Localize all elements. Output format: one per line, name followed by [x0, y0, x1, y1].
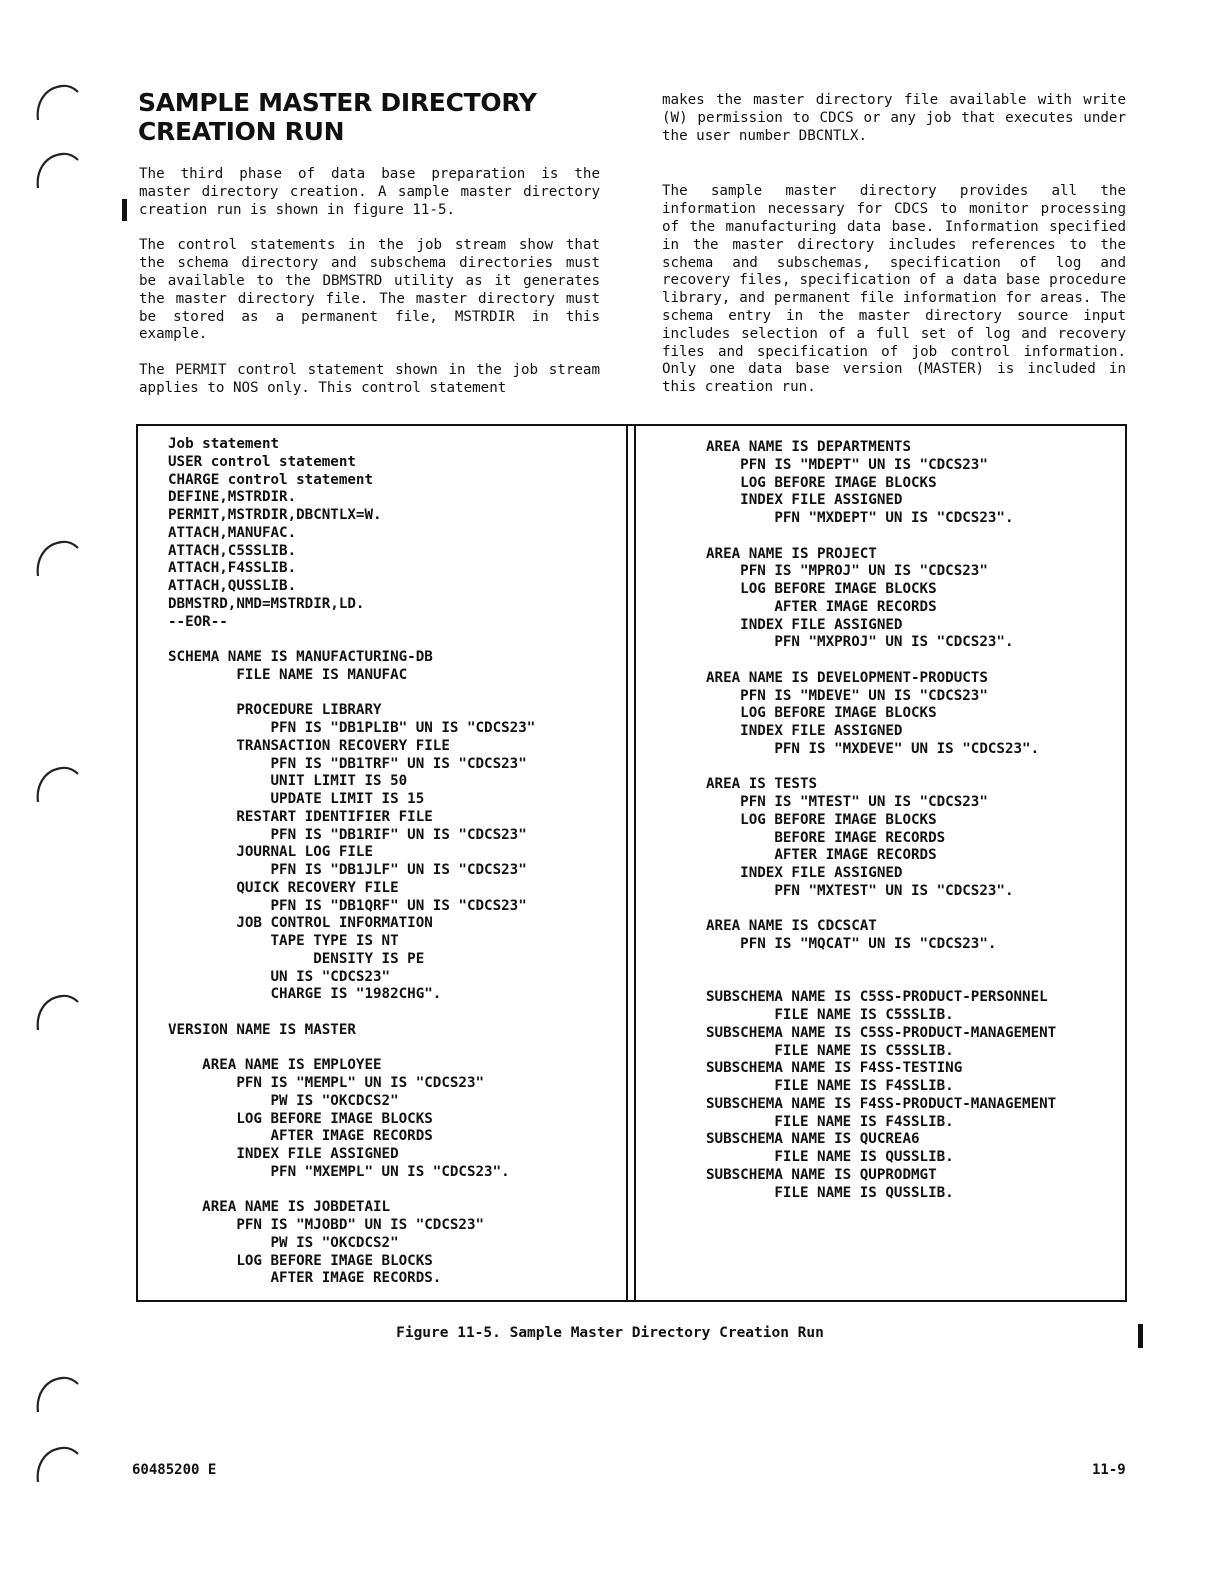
- figure-caption: Figure 11-5. Sample Master Directory Creation Run: [396, 1325, 824, 1341]
- binder-hole-mark: [34, 992, 80, 1032]
- heading-line-2: CREATION RUN: [138, 117, 345, 146]
- figure-right-listing: AREA NAME IS DEPARTMENTS PFN IS "MDEPT" UN IS "CDCS23" LOG BEFORE IMAGE BLOCKS INDEX FILE ASSIGNED PFN "MXDEPT" UN IS "CDCS23". AREA NAME IS PROJECT PFN IS "MPROJ" UN IS "CDCS23" LOG BEFORE IMAGE BLOCKS AFTER IMAGE RECORDS INDEX FILE ASSIGNED PFN "MXPROJ" UN IS "CDCS23". AREA NAME IS DEVELOPMENT-PRODUCTS PFN IS "MDEVE" UN IS "CDCS23" LOG BEFORE IMAGE BLOCKS INDEX FILE ASSIGNED PFN IS "MXDEVE" UN IS "CDCS23". AREA IS TESTS PFN IS "MTEST" UN IS "CDCS23" LOG BEFORE IMAGE BLOCKS BEFORE IMAGE RECORDS AFTER IMAGE RECORDS INDEX FILE ASSIGNED PFN "MXTEST" UN IS "CDCS23". AREA NAME IS CDCSCAT PFN IS "MQCAT" UN IS "CDCS23". SUBSCHEMA NAME IS C5SS-PRODUCT-PERSONNEL FILE NAME IS C5SSLIB. SUBSCHEMA NAME IS C5SS-PRODUCT-MANAGEMENT FILE NAME IS C5SSLIB. SUBSCHEMA NAME IS F4SS-TESTING FILE NAME IS F4SSLIB. SUBSCHEMA NAME IS F4SS-PRODUCT-MANAGEMENT FILE NAME IS F4SSLIB. SUBSCHEMA NAME IS QUCREA6 FILE NAME IS QUSSLIB. SUBSCHEMA NAME IS QUPRODMGT FILE NAME IS QUSSLIB.: [706, 439, 1057, 1201]
- change-bar: [1138, 1324, 1143, 1348]
- right-text-column: [662, 92, 1126, 415]
- paragraph: The third phase of data base preparation is the master directory creation. A sample master directory creation run is shown in figure 11-5.: [139, 166, 600, 218]
- binder-hole-mark: [34, 764, 80, 804]
- page-number: 11-9: [1092, 1462, 1126, 1478]
- left-text-column: [139, 166, 600, 416]
- paragraph: The control statements in the job stream show that the schema directory and subschema directories must be available to the DBMSTRD utility as it generates the master directory file. The master directory must be stored as a permanent file, MSTRDIR in this example.: [139, 237, 600, 343]
- binder-hole-mark: [34, 1444, 80, 1484]
- paragraph: The sample master directory provides all the information necessary for CDCS to monitor processing of the manufacturing data base. Information specified in the master directory includes references to the schema and subschemas, specification of log and recovery files, specification of a data base procedure library, and permanent file information for areas. The schema entry in the master directory source input includes selection of a full set of log and recovery files and specification of job control information. Only one data base version (MASTER) is included in this creation run.: [662, 183, 1126, 396]
- figure-11-5: [136, 424, 1127, 1302]
- binder-hole-mark: [34, 538, 80, 578]
- figure-left-listing: Job statement USER control statement CHARGE control statement DEFINE,MSTRDIR. PERMIT,MSTRDIR,DBCNTLX=W. ATTACH,MANUFAC. ATTACH,C5SSLIB. ATTACH,F4SSLIB. ATTACH,QUSSLIB. DBMSTRD,NMD=MSTRDIR,LD. --EOR-- SCHEMA NAME IS MANUFACTURING-DB FILE NAME IS MANUFAC PROCEDURE LIBRARY PFN IS "DB1PLIB" UN IS "CDCS23" TRANSACTION RECOVERY FILE PFN IS "DB1TRF" UN IS "CDCS23" UNIT LIMIT IS 50 UPDATE LIMIT IS 15 RESTART IDENTIFIER FILE PFN IS "DB1RIF" UN IS "CDCS23" JOURNAL LOG FILE PFN IS "DB1JLF" UN IS "CDCS23" QUICK RECOVERY FILE PFN IS "DB1QRF" UN IS "CDCS23" JOB CONTROL INFORMATION TAPE TYPE IS NT DENSITY IS PE UN IS "CDCS23" CHARGE IS "1982CHG". VERSION NAME IS MASTER AREA NAME IS EMPLOYEE PFN IS "MEMPL" UN IS "CDCS23" PW IS "OKCDCS2" LOG BEFORE IMAGE BLOCKS AFTER IMAGE RECORDS INDEX FILE ASSIGNED PFN "MXEMPL" UN IS "CDCS23". AREA NAME IS JOBDETAIL PFN IS "MJOBD" UN IS "CDCS23" PW IS "OKCDCS2" LOG BEFORE IMAGE BLOCKS AFTER IMAGE RECORDS.: [168, 436, 536, 1287]
- section-heading: [138, 88, 608, 146]
- binder-hole-mark: [34, 82, 80, 122]
- binder-hole-mark: [34, 1374, 80, 1414]
- document-number: 60485200 E: [132, 1462, 217, 1478]
- heading-line-1: SAMPLE MASTER DIRECTORY: [138, 88, 537, 117]
- change-bar: [122, 199, 127, 221]
- figure-divider: [626, 426, 628, 1300]
- figure-divider: [634, 426, 636, 1300]
- binder-hole-mark: [34, 150, 80, 190]
- paragraph: The PERMIT control statement shown in the job stream applies to NOS only. This control statement: [139, 362, 600, 396]
- paragraph: makes the master directory file available with write (W) permission to CDCS or any job that executes under the user number DBCNTLX.: [662, 92, 1126, 144]
